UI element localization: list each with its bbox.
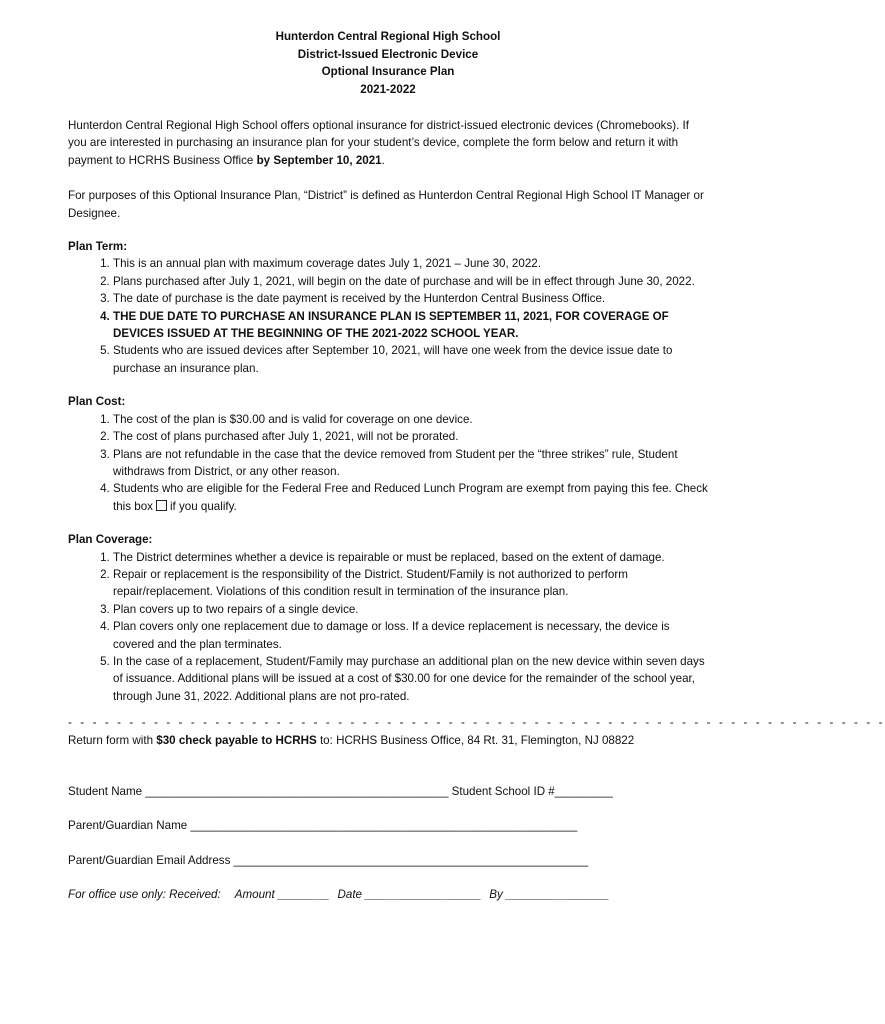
list-item: 3. The date of purchase is the date payment is received by the Hunterdon Central Business Office. <box>113 290 708 307</box>
plan-heading: Optional Insurance Plan <box>321 65 455 78</box>
list-item: 4. THE DUE DATE TO PURCHASE AN INSURANCE PLAN IS SEPTEMBER 11, 2021, FOR COVERAGE OF DEVICES ISSUED AT THE BEGINNING OF THE 2021-2022 SCHOOL YEAR. <box>113 308 708 343</box>
free-lunch-checkbox[interactable] <box>156 500 167 511</box>
year-heading: 2021-2022 <box>360 82 416 96</box>
return-payment: $30 check payable to HCRHS <box>156 733 317 747</box>
list-item: 5. Students who are issued devices after September 10, 2021, will have one week from the device issue date to purchase an insurance plan. <box>113 342 708 377</box>
office-received-label: For office use only: Received: <box>68 888 221 902</box>
plan-cost-list <box>68 411 708 515</box>
list-item: 5. In the case of a replacement, Student/Family may purchase an additional plan on the new device within seven days of issuance. Additional plans will be issued at a cost of $30.00 for one device for the remainder of the school year, through June 31, 2022. Additional plans are not pro-rated. <box>113 653 708 705</box>
parent-email-field[interactable]: Parent/Guardian Email Address _______________________________________________________ <box>68 853 589 867</box>
intro-paragraph <box>68 117 708 169</box>
office-date-field[interactable]: Date __________________ <box>337 888 482 902</box>
plan-coverage-list <box>68 549 708 706</box>
return-prefix: Return form with <box>68 733 157 747</box>
plan-cost-section <box>68 393 708 515</box>
list-item: 3. Plan covers up to two repairs of a single device. <box>113 601 708 618</box>
student-info-row <box>68 783 708 800</box>
plan-cost-heading: Plan Cost: <box>68 395 126 409</box>
return-address: to: HCRHS Business Office, 84 Rt. 31, Flemington, NJ 08822 <box>316 733 635 747</box>
list-item: 4. Plan covers only one replacement due to damage or loss. If a device replacement is necessary, the device is covered and the plan terminates. <box>113 618 708 653</box>
device-heading: District-Issued Electronic Device <box>297 47 479 61</box>
list-item: 1. The District determines whether a device is repairable or must be replaced, based on the extent of damage. <box>113 549 708 566</box>
list-item: 2. The cost of plans purchased after July 1, 2021, will not be prorated. <box>113 428 708 445</box>
document-page <box>68 28 885 904</box>
plan-coverage-heading: Plan Coverage: <box>68 533 153 547</box>
student-name-field[interactable]: Student Name _______________________________________________ <box>68 785 449 798</box>
list-item <box>113 480 708 515</box>
intro-text: Hunterdon Central Regional High School offers optional insurance for district-issued electronic devices (Chromebooks). If you are interested in purchasing an insurance plan for your student’s device, complete the form below and return it with payment to HCRHS Business Office <box>68 119 690 167</box>
list-item: 3. Plans are not refundable in the case that the device removed from Student per the “three strikes” rule, Student withdraws from District, or any other reason. <box>113 446 708 481</box>
list-item: 2. Plans purchased after July 1, 2021, will begin on the date of purchase and will be in effect through June 30, 2022. <box>113 273 708 290</box>
intro-deadline: by September 10, 2021 <box>256 153 382 167</box>
exemption-text: Students who are eligible for the Federal Free and Reduced Lunch Program are exempt from paying this fee. Check this box <box>113 482 708 513</box>
plan-term-list <box>68 255 708 377</box>
cut-line-divider: - - - - - - - - - - - - - - - - - - - - - - - - - - - - - - - - - - - - - - - - - - - - - - - - - - - - - - - - - - - - - - - - - - - <box>68 716 885 730</box>
office-amount-field[interactable]: Amount ________ <box>234 888 330 902</box>
exemption-end: if you qualify. <box>169 499 237 513</box>
list-item: 2. Repair or replacement is the responsibility of the District. Student/Family is not authorized to perform repair/replacement. Violations of this condition result in termination of the insurance plan. <box>113 566 708 601</box>
office-by-field[interactable]: By ________________ <box>489 888 610 902</box>
plan-coverage-section <box>68 531 708 705</box>
document-title <box>68 28 708 98</box>
parent-name-field[interactable]: Parent/Guardian Name ____________________________________________________________ <box>68 819 578 833</box>
list-item: 1. This is an annual plan with maximum coverage dates July 1, 2021 – June 30, 2022. <box>113 255 708 272</box>
plan-term-heading: Plan Term: <box>68 240 128 254</box>
definition-paragraph: For purposes of this Optional Insurance Plan, “District” is defined as Hunterdon Central Regional High School IT Manager or Designee. <box>68 189 704 220</box>
plan-term-section <box>68 238 708 377</box>
return-instructions <box>68 732 708 749</box>
school-name-heading: Hunterdon Central Regional High School <box>275 30 501 43</box>
student-id-field[interactable]: Student School ID #_________ <box>448 785 613 798</box>
office-use-row <box>68 886 708 903</box>
list-item: 1. The cost of the plan is $30.00 and is valid for coverage on one device. <box>113 411 708 428</box>
intro-end: . <box>381 153 385 167</box>
